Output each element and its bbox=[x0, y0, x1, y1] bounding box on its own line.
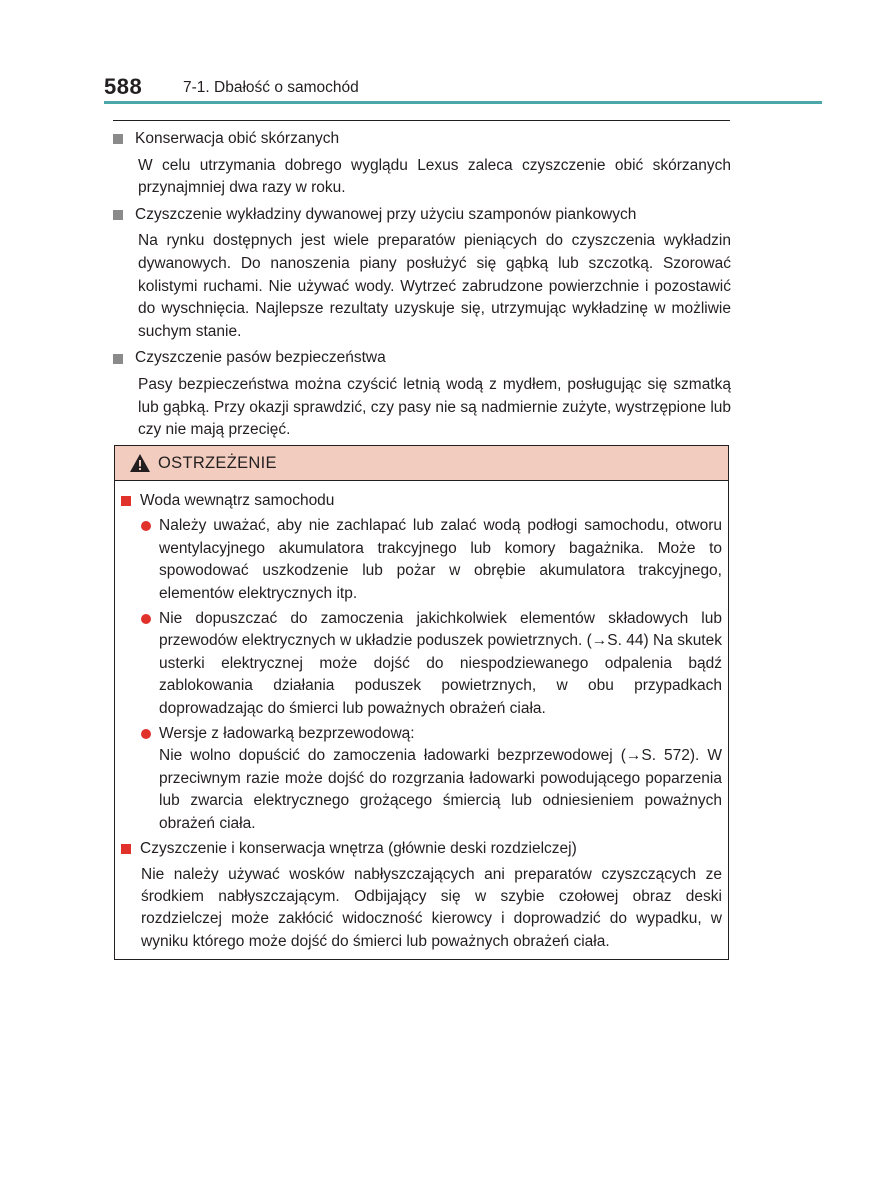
list-item bbox=[141, 608, 722, 720]
subsection-title: Woda wewnątrz samochodu bbox=[140, 492, 335, 509]
list-item bbox=[141, 723, 722, 835]
main-content bbox=[113, 128, 731, 446]
red-bullet-icon bbox=[141, 521, 151, 531]
subsection-title: Czyszczenie i konserwacja wnętrza (głównie deski rozdzielczej) bbox=[140, 840, 577, 858]
gray-square-icon bbox=[113, 134, 123, 144]
gray-square-icon bbox=[113, 354, 123, 364]
warning-title: OSTRZEŻENIE bbox=[158, 453, 277, 472]
section-body-seatbelts bbox=[138, 374, 731, 442]
red-square-icon bbox=[121, 844, 131, 854]
warning-triangle-icon bbox=[129, 453, 151, 473]
section-title: Czyszczenie pasów bezpieczeństwa bbox=[135, 349, 386, 367]
warning-bullet-list bbox=[121, 515, 722, 835]
red-bullet-icon bbox=[141, 614, 151, 624]
warning-box bbox=[114, 445, 729, 960]
section-divider bbox=[113, 120, 730, 121]
list-item bbox=[141, 515, 722, 605]
bullet-text: Należy uważać, aby nie zachlapać lub zalać wodą podłogi samochodu, otworu wentylacyjnego akumulatora trakcyjnego lub komory bagażnika. Może to spowodować uszkodzenie lub pożar w obrębie akumulatora trakcyjnego, elementów elektrycznych itp. bbox=[159, 517, 722, 602]
warning-paragraph: Nie należy używać wosków nabłyszczających ani preparatów czyszczących ze środkiem nabłyszczającym. Odbijający się w szybie czołowej obraz deski rozdzielczej może zakłócić widoczność kierowcy i doprowadzić do wypadku, w wyniku którego może dojść do śmierci lub poważnych obrażeń ciała. bbox=[141, 865, 722, 950]
section-body-leather bbox=[138, 155, 731, 200]
page-header bbox=[0, 0, 877, 110]
section-body-carpet bbox=[138, 230, 731, 343]
section-text: Na rynku dostępnych jest wiele preparatów pieniących do czyszczenia wykładzin dywanowych. Do nanoszenia piany posłużyć się gąbką lub szczotką. Szorować kolistymi ruchami. Nie używać wody. Wytrzeć zabrudzone powierzchnie i pozostawić do wyschnięcia. Najlepsze rezultaty uzyskuje się, utrzymując wykładzinę w możliwie suchym stanie. bbox=[138, 232, 731, 340]
warning-subheading-water bbox=[121, 490, 722, 512]
chapter-title: 7-1. Dbałość o samochód bbox=[183, 79, 359, 96]
page-number: 588 bbox=[104, 74, 143, 99]
red-square-icon bbox=[121, 496, 131, 506]
section-title: Konserwacja obić skórzanych bbox=[135, 130, 340, 147]
section-text: Pasy bezpieczeństwa można czyścić letnią wodą z mydłem, posługując się szmatką lub gąbką. Przy okazji sprawdzić, czy pasy nie są nadmiernie zużyte, wystrzępione lub czy nie mają przecięć. bbox=[138, 375, 731, 439]
gray-square-icon bbox=[113, 210, 123, 220]
section-heading-leather bbox=[113, 128, 731, 151]
section-heading-seatbelts bbox=[113, 347, 731, 370]
warning-subheading-interior bbox=[121, 838, 722, 860]
section-text: W celu utrzymania dobrego wyglądu Lexus zaleca czyszczenie obić skórzanych przynajmniej dwa razy w roku. bbox=[138, 156, 731, 197]
bullet-text: Nie dopuszczać do zamoczenia jakichkolwiek elementów składowych lub przewodów elektrycznych w układzie poduszek powietrznych. (→S. 44) Na skutek usterki elektrycznej może dojść do niespodziewanego odpalenia bądź zablokowania działania poduszek powietrznych, w obu przypadkach doprowadzając do śmierci lub poważnych obrażeń ciała. bbox=[159, 610, 722, 717]
warning-body bbox=[115, 481, 728, 953]
header-rule bbox=[104, 101, 822, 104]
red-bullet-icon bbox=[141, 729, 151, 739]
section-title: Czyszczenie wykładziny dywanowej przy użyciu szamponów piankowych bbox=[135, 205, 637, 223]
bullet-lead: Wersje z ładowarką bezprzewodową: bbox=[159, 725, 415, 743]
warning-header bbox=[115, 446, 728, 481]
bullet-text: Nie wolno dopuścić do zamoczenia ładowarki bezprzewodowej (→S. 572). W przeciwnym razie może dojść do rozgrzania ładowarki powodującego poparzenia lub zwarcia elektrycznego grożącego śmiercią lub odniesieniem poważnych obrażeń ciała. bbox=[159, 747, 722, 832]
section-heading-carpet bbox=[113, 204, 731, 227]
